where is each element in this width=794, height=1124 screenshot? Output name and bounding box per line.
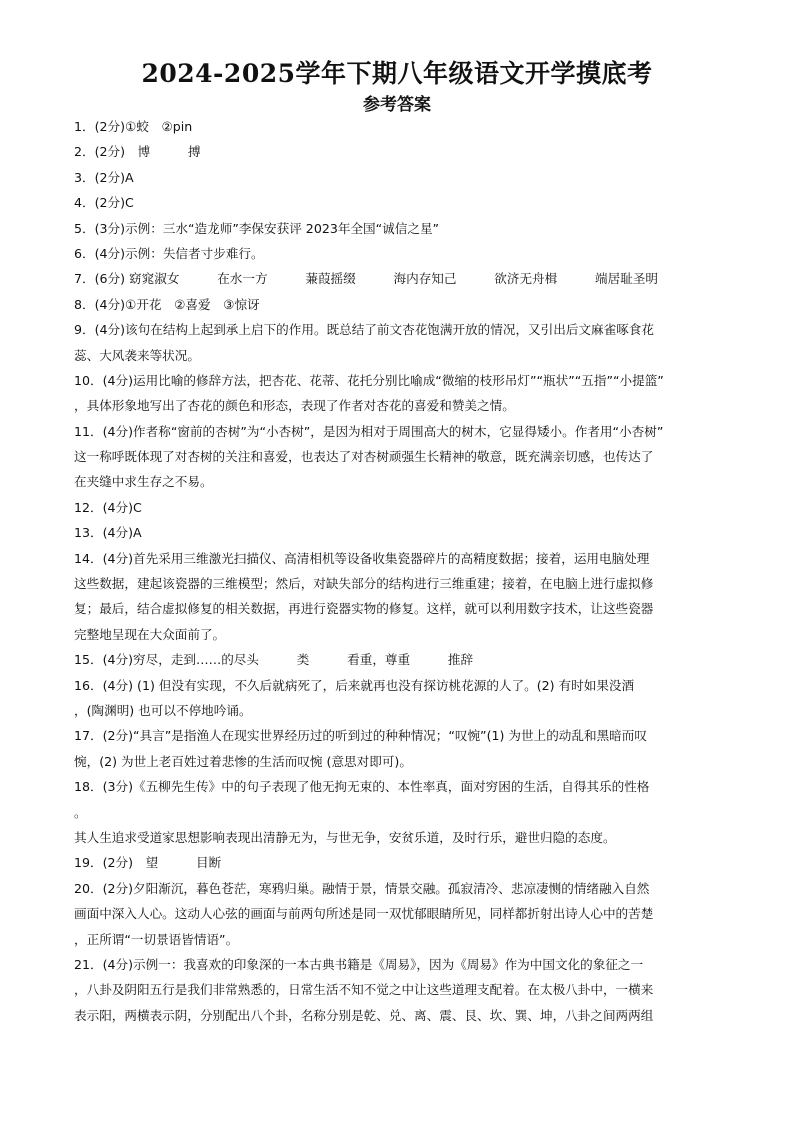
answer-line: 18．(3分)《五柳先生传》中的句子表现了他无拘无束的、本性率真，面对穷困的生活，自得其乐的性格 (74, 779, 650, 795)
page-subtitle: 参考答案 (363, 95, 431, 115)
answer-line: 16．(4分) (1) 但没有实现，不久后就病死了，后来就再也没有探访桃花源的人了。(2) 有时如果没酒 (74, 677, 635, 693)
answer-line: 13．(4分)A (74, 525, 142, 541)
answer-line: 完整地呈现在大众面前了。 (74, 626, 226, 642)
answer-line: 这些数据，建起该瓷器的三维模型；然后，对缺失部分的结构进行三维重建；接着，在电脑上进行虚拟修 (74, 576, 654, 592)
answer-line: ，正所谓“一切景语皆情语”。 (74, 931, 239, 947)
page-title: 2024-2025学年下期八年级语文开学摸底考 (141, 59, 653, 88)
answer-line: 这一称呼既体现了对杏树的关注和喜爱，也表达了对杏树顽强生长精神的敬意，既充满亲切感，也传达了 (74, 449, 654, 465)
answer-line: 20．(2分)夕阳渐沉，暮色苍茫，寒鸦归巢。融情于景，情景交融。孤寂清冷、悲凉凄恻的情绪融入自然 (74, 880, 650, 896)
answer-line: 19．(2分) 望 目断 (74, 855, 222, 871)
answer-list (74, 114, 724, 1028)
answer-line: 其人生追求受道家思想影响表现出清静无为，与世无争，安贫乐道，及时行乐，避世归隐的态度。 (74, 829, 616, 845)
answer-line: 12．(4分)C (74, 499, 142, 515)
answer-line: 1．(2分)①蛟 ②pin (74, 119, 193, 134)
answer-line: 11．(4分)作者称“窗前的杏树”为“小杏树”，是因为相对于周围高大的树木，它显得矮小。作者用“小杏树” (74, 423, 664, 439)
answer-line: 表示阳，两横表示阴，分别配出八个卦，名称分别是乾、兑、离、震、艮、坎、巽、坤，八卦之间两两组 (74, 1007, 654, 1023)
answer-line: 5．(3分)示例：三水“造龙师”李保安获评 2023年全国“诚信之星” (74, 220, 440, 236)
answer-line: ，(陶渊明) 也可以不停地吟诵。 (74, 702, 252, 718)
answer-line: 惋，(2) 为世上老百姓过着悲惨的生活而叹惋 (意思对即可)。 (74, 753, 412, 769)
answer-line: 14．(4分)首先采用三维激光扫描仪、高清相机等设备收集瓷器碎片的高精度数据；接着，运用电脑处理 (74, 550, 650, 566)
answer-line: 21．(4分)示例一：我喜欢的印象深的一本古典书籍是《周易》，因为《周易》作为中国文化的象征之一 (74, 956, 644, 972)
answer-line: 复；最后，结合虚拟修复的相关数据，再进行瓷器实物的修复。这样，就可以利用数字技术，让这些瓷器 (74, 601, 654, 617)
answer-line: 4．(2分)C (74, 195, 134, 211)
answer-line: 9．(4分)该句在结构上起到承上启下的作用。既总结了前文杏花饱满开放的情况，又引出后文麻雀啄食花 (74, 322, 654, 338)
answer-line: 3．(2分)A (74, 169, 134, 185)
answer-line: 6．(4分)示例：失信者寸步难行。 (74, 245, 264, 261)
answer-line: ，具体形象地写出了杏花的颜色和形态，表现了作者对杏花的喜爱和赞美之情。 (74, 398, 515, 414)
answer-line: ，八卦及阴阳五行是我们非常熟悉的，日常生活不知不觉之中让这些道理支配着。在太极八卦中，一横来 (74, 982, 654, 998)
answer-line: 画面中深入人心。这动人心弦的画面与前两句所述是同一双忧郁眼睛所见，同样都折射出诗人心中的苦楚 (74, 906, 654, 922)
answer-line: 2．(2分) 博 搏 (74, 144, 201, 160)
answer-line: 8．(4分)①开花 ②喜爱 ③惊讶 (74, 296, 260, 312)
answer-line: 17．(2分)“具言”是指渔人在现实世界经历过的听到过的种种情况；“叹惋”(1) 为世上的动乱和黑暗而叹 (74, 728, 647, 744)
answer-line: 15．(4分)穷尽，走到……的尽头 类 看重，尊重 推辞 (74, 652, 474, 668)
answer-line: 在夹缝中求生存之不易。 (74, 474, 213, 490)
answer-line: 10．(4分)运用比喻的修辞方法，把杏花、花蒂、花托分别比喻成“微缩的枝形吊灯”“瓶状”“五指”“小提篮” (74, 372, 664, 388)
answer-line: 7．(6分) 窈窕淑女 在水一方 蒹葭摇缀 海内存知己 欲济无舟楫 端居耻圣明 (74, 271, 658, 287)
answer-line: 蕊、大风袭来等状况。 (74, 347, 200, 363)
answer-line: 。 (74, 804, 87, 820)
